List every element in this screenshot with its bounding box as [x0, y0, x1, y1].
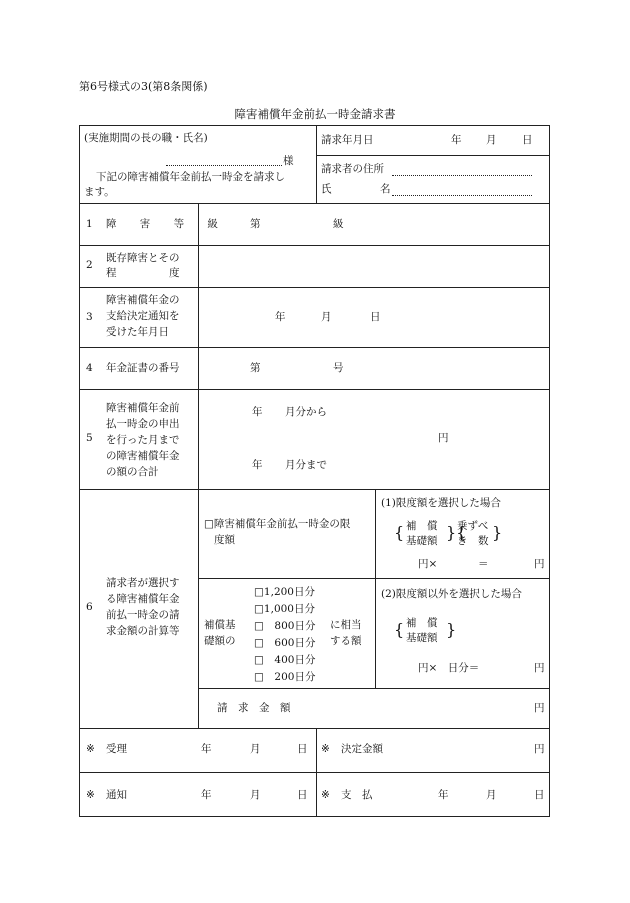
case1-base-line1: 補 償 — [406, 520, 438, 532]
request-date-year: 年 — [451, 134, 462, 146]
case1-title: (1)限度額を選択した場合 — [381, 497, 501, 509]
days-option-400[interactable]: □ 400日分 — [254, 654, 316, 666]
case2-right-brace: } — [446, 620, 457, 639]
request-date-label: 請求年月日 — [321, 134, 374, 146]
row5-label-line3: を行った月まで — [106, 434, 180, 446]
request-date-month: 月 — [486, 134, 497, 146]
divider — [79, 347, 550, 348]
case2-base-line2: 基礎額 — [406, 632, 438, 644]
base-amount-label-line2: 礎額の — [204, 635, 236, 647]
divider — [79, 245, 550, 246]
row1-prefix: 第 — [250, 218, 261, 230]
case1-calc-equals: ＝ — [478, 558, 489, 570]
divider — [79, 489, 550, 490]
payment-month: 月 — [486, 789, 497, 801]
payment-label: 支 払 — [341, 789, 373, 801]
payment-year: 年 — [438, 789, 449, 801]
receipt-day: 日 — [297, 743, 308, 755]
divider — [79, 287, 550, 288]
employer-name-line[interactable] — [166, 165, 282, 166]
row2-number: 2 — [86, 259, 93, 271]
row3-number: 3 — [86, 311, 93, 323]
employer-label: (実施期間の長の職・氏名) — [84, 132, 208, 144]
row4-prefix: 第 — [250, 362, 261, 374]
receipt-month: 月 — [250, 743, 261, 755]
row5-from-month: 月分から — [285, 406, 327, 418]
limit-option-label-line2: 度額 — [214, 534, 235, 546]
row5-to-month: 月分まで — [285, 459, 327, 471]
row5-to-year: 年 — [252, 459, 263, 471]
case1-calc-result: 円 — [534, 558, 545, 570]
divider — [198, 688, 550, 689]
case2-base-line1: 補 償 — [406, 617, 438, 629]
decision-label: 決定金額 — [341, 743, 383, 755]
claim-amount-label: 請 求 金 額 — [217, 702, 291, 714]
name-label-2: 名 — [380, 183, 391, 195]
notice-year: 年 — [201, 789, 212, 801]
receipt-mark: ※ — [86, 743, 95, 755]
divider — [198, 578, 550, 579]
case2-calc: 円× 日分＝ — [418, 662, 480, 674]
row4-label: 年金証書の番号 — [106, 362, 180, 374]
days-option-600[interactable]: □ 600日分 — [254, 637, 316, 649]
row6-label-line4: 求金額の計算等 — [106, 625, 180, 637]
row4-suffix: 号 — [333, 362, 344, 374]
row5-number: 5 — [86, 432, 93, 444]
case1-left-brace: { — [394, 523, 405, 542]
case2-calc-result: 円 — [534, 662, 545, 674]
divider — [79, 203, 550, 204]
row1-number: 1 — [86, 218, 93, 230]
notice-mark: ※ — [86, 789, 95, 801]
limit-option-checkbox[interactable]: □障害補償年金前払一時金の限 — [204, 518, 351, 530]
row5-yen: 円 — [438, 432, 449, 444]
days-option-1200[interactable]: □1,200日分 — [254, 586, 315, 598]
receipt-label: 受理 — [106, 743, 127, 755]
days-option-800[interactable]: □ 800日分 — [254, 620, 316, 632]
claim-amount-yen: 円 — [534, 702, 545, 714]
divider — [316, 728, 317, 817]
case2-title: (2)限度額以外を選択した場合 — [381, 588, 522, 600]
divider — [316, 155, 550, 156]
row5-label-line2: 払一時金の申出 — [106, 418, 180, 430]
row3-year: 年 — [275, 311, 286, 323]
request-text-line2: ます。 — [84, 186, 115, 198]
days-option-1000[interactable]: □1,000日分 — [254, 603, 315, 615]
days-option-200[interactable]: □ 200日分 — [254, 671, 316, 683]
row3-label-line1: 障害補償年金の — [106, 294, 180, 306]
notice-month: 月 — [250, 789, 261, 801]
row3-label-line3: 受けた年月日 — [106, 326, 169, 338]
row3-label-line2: 支給決定通知を — [106, 310, 180, 322]
base-amount-label-line1: 補償基 — [204, 619, 236, 631]
divider — [79, 772, 550, 773]
request-text-line1: 下記の障害補償年金前払一時金を請求し — [96, 171, 285, 183]
notice-day: 日 — [297, 789, 308, 801]
payment-mark: ※ — [321, 789, 330, 801]
row2-label-line2: 程 度 — [106, 267, 180, 279]
sama-label: 様 — [283, 155, 294, 167]
page-title: 障害補償年金前払一時金請求書 — [234, 107, 396, 121]
row5-label-line4: の障害補償年金 — [106, 450, 180, 462]
row6-label-line3: 前払一時金の請 — [106, 609, 180, 621]
equivalent-label-line2: する額 — [330, 635, 362, 647]
divider — [316, 125, 317, 203]
row6-label-line1: 請求者が選択す — [106, 577, 180, 589]
row5-label-line1: 障害補償年金前 — [106, 402, 180, 414]
case1-multiplier-line1: 乗ずべ — [457, 520, 489, 532]
case1-calc-yen: 円× — [418, 558, 438, 570]
decision-mark: ※ — [321, 743, 330, 755]
case1-mid-brace: }{ — [446, 523, 467, 542]
receipt-year: 年 — [201, 743, 212, 755]
address-field[interactable] — [392, 175, 532, 176]
row4-number: 4 — [86, 362, 93, 374]
divider — [79, 728, 550, 729]
row5-from-year: 年 — [252, 406, 263, 418]
row1-suffix: 級 — [333, 218, 344, 230]
row6-number: 6 — [86, 601, 93, 613]
notice-label: 通知 — [106, 789, 127, 801]
row3-month: 月 — [321, 311, 332, 323]
address-label: 請求者の住所 — [321, 163, 384, 175]
row1-label: 障 害 等 級 — [106, 218, 228, 230]
row5-label-line5: の額の合計 — [106, 466, 159, 478]
divider — [198, 203, 199, 728]
payment-day: 日 — [534, 789, 545, 801]
row6-label-line2: る障害補償年金 — [106, 593, 180, 605]
case2-left-brace: { — [394, 620, 405, 639]
equivalent-label-line1: に相当 — [330, 619, 362, 631]
row2-label-line1: 既存障害とその — [106, 252, 180, 264]
name-field[interactable] — [392, 195, 532, 196]
row3-day: 日 — [370, 311, 381, 323]
divider — [79, 389, 550, 390]
request-date-day: 日 — [522, 134, 533, 146]
case1-right-brace: } — [492, 523, 503, 542]
decision-yen: 円 — [534, 743, 545, 755]
case1-base-line2: 基礎額 — [406, 535, 438, 547]
form-number-label: 第6号様式の3(第8条関係) — [79, 80, 208, 93]
name-label-1: 氏 — [321, 183, 332, 195]
case1-multiplier-line2: き 数 — [457, 535, 489, 547]
divider — [375, 489, 376, 688]
